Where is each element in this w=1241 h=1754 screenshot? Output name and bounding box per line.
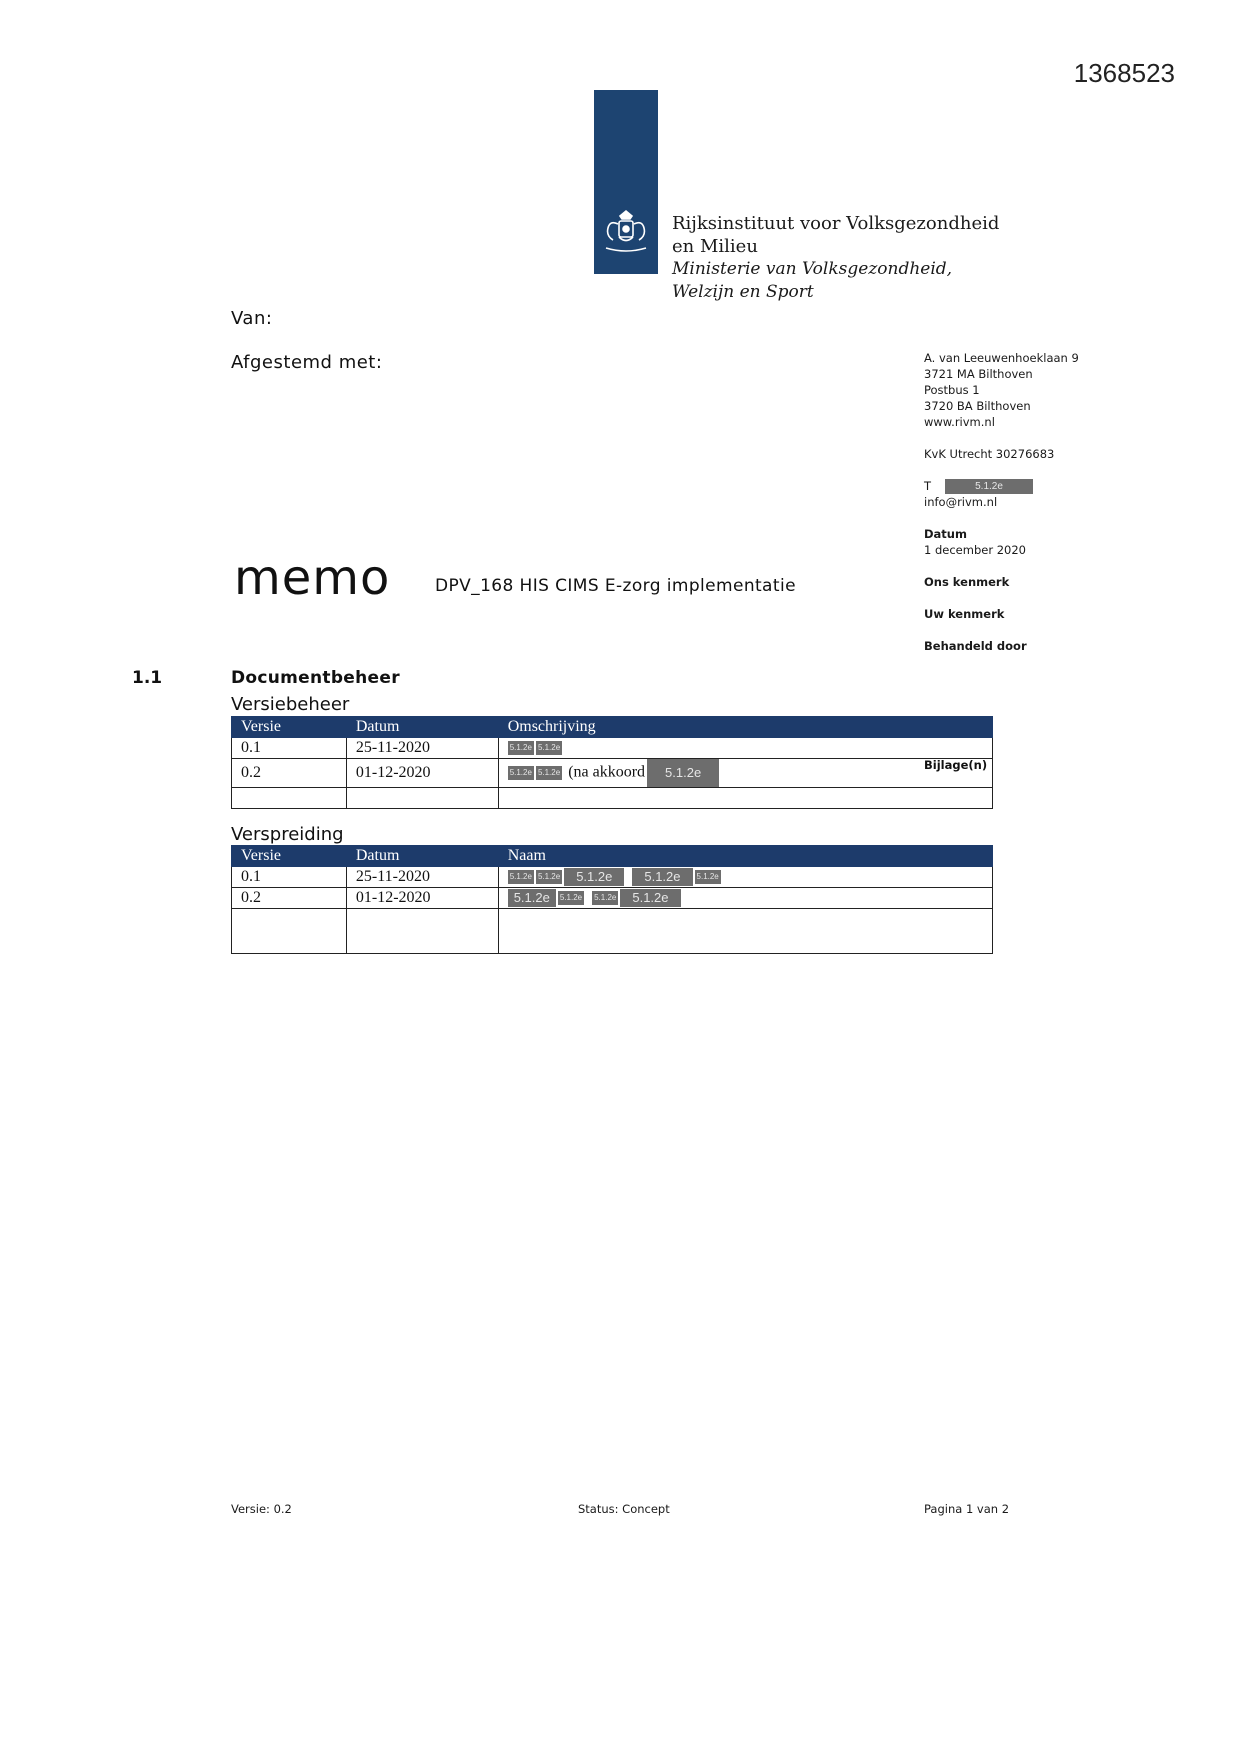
omschrijving-cell — [498, 788, 992, 809]
datum-cell: 25-11-2020 — [346, 738, 498, 759]
section-title: Documentbeheer — [231, 668, 400, 688]
redaction-box: 5.1.2e — [536, 870, 562, 884]
column-header: Datum — [346, 717, 498, 738]
column-header: Naam — [498, 846, 992, 867]
address-line: Postbus 1 — [924, 383, 980, 397]
phone-line — [924, 478, 1079, 494]
redaction-box: 5.1.2e — [508, 870, 534, 884]
table-row — [232, 788, 993, 809]
redaction-box: 5.1.2e — [695, 870, 721, 884]
kvk-number: KvK Utrecht 30276683 — [924, 447, 1055, 461]
rijksoverheid-logo — [594, 90, 658, 274]
redaction-box: 5.1.2e — [632, 868, 692, 886]
memo-subject: DPV_168 HIS CIMS E-zorg implementatie — [435, 576, 796, 596]
org-line-1: Rijksinstituut voor Volksgezondheid — [672, 213, 1000, 234]
versie-cell: 0.1 — [232, 738, 347, 759]
website: www.rivm.nl — [924, 415, 995, 429]
table-row — [232, 738, 993, 759]
versie-cell: 0.1 — [232, 867, 347, 888]
datum-value: 1 december 2020 — [924, 543, 1026, 557]
column-header: Datum — [346, 846, 498, 867]
coat-of-arms-icon — [600, 208, 652, 254]
datum-cell: 25-11-2020 — [346, 867, 498, 888]
document-number: 1368523 — [1073, 58, 1175, 88]
address-line: 3720 BA Bilthoven — [924, 399, 1031, 413]
afgestemd-label: Afgestemd met: — [231, 352, 383, 373]
naam-cell — [498, 909, 992, 954]
verspreiding-title: Verspreiding — [231, 824, 344, 845]
naam-cell — [498, 867, 992, 888]
column-header: Versie — [232, 846, 347, 867]
column-header: Versie — [232, 717, 347, 738]
organisation-name — [672, 212, 999, 304]
table-header-row — [232, 717, 993, 738]
versie-cell: 0.2 — [232, 759, 347, 788]
phone-label: T — [924, 479, 932, 493]
bijlage-label: Bijlage(n) — [924, 758, 988, 772]
redaction-box: 5.1.2e — [508, 741, 534, 755]
versie-cell — [232, 909, 347, 954]
table-row — [232, 867, 993, 888]
omschrijving-text: (na akkoord — [568, 763, 646, 781]
table-row — [232, 909, 993, 954]
column-header: Omschrijving — [498, 717, 992, 738]
behandeld-label: Behandeld door — [924, 639, 1027, 653]
footer-version: Versie: 0.2 — [231, 1502, 292, 1516]
datum-label: Datum — [924, 527, 967, 541]
van-label: Van: — [231, 308, 273, 329]
ons-kenmerk-label: Ons kenmerk — [924, 575, 1010, 589]
versie-cell: 0.2 — [232, 888, 347, 909]
table-row — [232, 888, 993, 909]
redaction-box: 5.1.2e — [592, 891, 618, 905]
versiebeheer-table — [231, 716, 993, 809]
redaction-box: 5.1.2e — [508, 889, 556, 907]
email: info@rivm.nl — [924, 495, 998, 509]
omschrijving-cell — [498, 738, 992, 759]
naam-cell — [498, 888, 992, 909]
versiebeheer-title: Versiebeheer — [231, 694, 350, 715]
redaction-box: 5.1.2e — [536, 766, 562, 780]
address-line: 3721 MA Bilthoven — [924, 367, 1033, 381]
address-line: A. van Leeuwenhoeklaan 9 — [924, 351, 1079, 365]
footer-page: Pagina 1 van 2 — [924, 1502, 1010, 1516]
footer-status: Status: Concept — [578, 1502, 670, 1516]
versie-cell — [232, 788, 347, 809]
redaction-box: 5.1.2e — [945, 479, 1033, 494]
omschrijving-cell — [498, 759, 992, 788]
datum-cell: 01-12-2020 — [346, 759, 498, 788]
memo-heading: memo — [234, 550, 391, 606]
datum-cell: 01-12-2020 — [346, 888, 498, 909]
datum-cell — [346, 788, 498, 809]
table-header-row — [232, 846, 993, 867]
redaction-box: 5.1.2e — [536, 741, 562, 755]
datum-cell — [346, 909, 498, 954]
redaction-box: 5.1.2e — [564, 868, 624, 886]
redaction-box: 5.1.2e — [508, 766, 534, 780]
org-line-3: Ministerie van Volksgezondheid, — [672, 259, 953, 279]
verspreiding-table — [231, 845, 993, 954]
table-row — [232, 759, 993, 788]
org-line-4: Welzijn en Sport — [672, 282, 814, 302]
redaction-box: 5.1.2e — [620, 889, 680, 907]
redaction-box: 5.1.2e — [647, 759, 719, 787]
uw-kenmerk-label: Uw kenmerk — [924, 607, 1005, 621]
address-sidebar — [924, 350, 1079, 654]
redaction-box: 5.1.2e — [558, 891, 584, 905]
section-number: 1.1 — [132, 668, 163, 688]
org-line-2: en Milieu — [672, 236, 758, 257]
